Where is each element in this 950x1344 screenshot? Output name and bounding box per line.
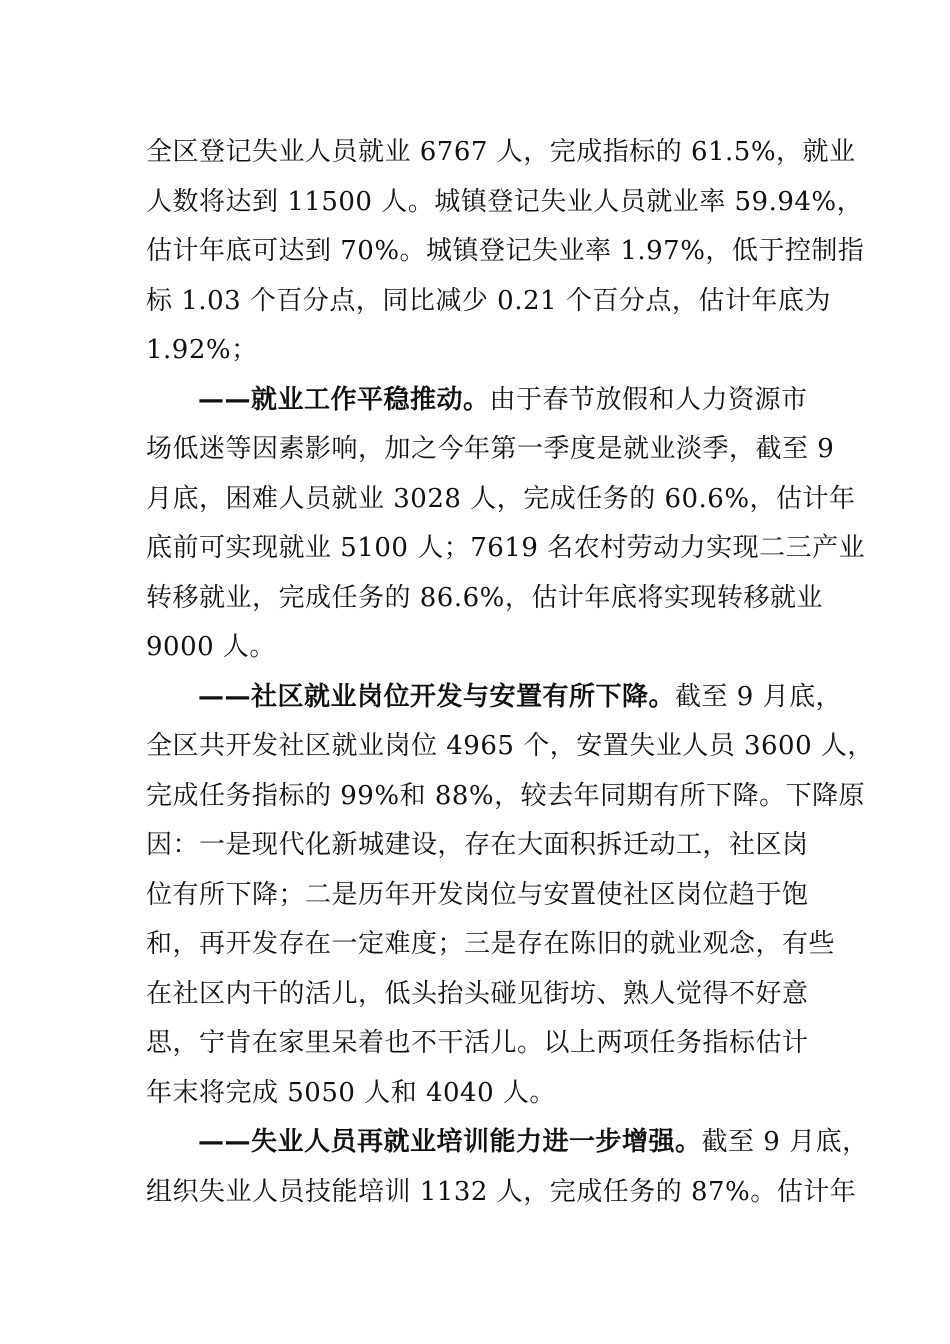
paragraph-line: 1.92%； — [146, 335, 258, 365]
paragraph-line: 和，再开发存在一定难度；三是存在陈旧的就业观念，有些 — [146, 929, 836, 959]
paragraph-line: 9000 人。 — [146, 632, 276, 662]
paragraph-line: 思，宁肯在家里呆着也不干活儿。以上两项任务指标估计 — [146, 1028, 809, 1058]
section-first-text: 截至 9 月底， — [701, 1127, 869, 1157]
paragraph-line: 人数将达到 11500 人。城镇登记失业人员就业率 59.94%， — [146, 186, 864, 217]
paragraph-line: 月底，困难人员就业 3028 人，完成任务的 60.6%，估计年 — [146, 483, 856, 514]
section-first-line — [146, 1118, 869, 1168]
section-first-text: 截至 9 月底， — [675, 681, 843, 712]
section-first-text: 由于春节放假和人力资源市 — [489, 384, 808, 415]
paragraph-line: 底前可实现就业 5100 人；7619 名农村劳动力实现二三产业 — [146, 533, 866, 563]
paragraph-line: 估计年底可达到 70%。城镇登记失业率 1.97%，低于控制指 — [146, 236, 865, 266]
paragraph-line: 因：一是现代化新城建设，存在大面积拆迁动工，社区岗 — [146, 830, 809, 860]
document-body — [146, 128, 874, 1217]
paragraph-line: 组织失业人员技能培训 1132 人，完成任务的 87%。估计年 — [146, 1176, 857, 1207]
paragraph-line: 转移就业，完成任务的 86.6%，估计年底将实现转移就业 — [146, 582, 823, 613]
section-heading: ——失业人员再就业培训能力进一步增强。 — [198, 1127, 702, 1157]
paragraph-line: 全区登记失业人员就业 6767 人，完成指标的 61.5%，就业 — [146, 137, 856, 167]
paragraph-line: 在社区内干的活儿，低头抬头碰见街坊、熟人觉得不好意 — [146, 978, 809, 1009]
paragraph-line: 标 1.03 个百分点，同比减少 0.21 个百分点，估计年底为 — [146, 285, 831, 316]
paragraph-line: 场低迷等因素影响，加之今年第一季度是就业淡季，截至 9 — [146, 434, 835, 464]
paragraph-line: 完成任务指标的 99%和 88%，较去年同期有所下降。下降原 — [146, 780, 866, 811]
section-first-line — [146, 673, 843, 723]
section-heading: ——社区就业岗位开发与安置有所下降。 — [198, 681, 676, 712]
paragraph-line: 全区共开发社区就业岗位 4965 个，安置失业人员 3600 人， — [146, 731, 874, 761]
section-first-line — [146, 376, 806, 426]
paragraph-line: 位有所下降；二是历年开发岗位与安置使社区岗位趋于饱 — [146, 879, 809, 910]
section-heading: ——就业工作平稳推动。 — [198, 384, 490, 415]
paragraph-line: 年末将完成 5050 人和 4040 人。 — [146, 1077, 556, 1108]
